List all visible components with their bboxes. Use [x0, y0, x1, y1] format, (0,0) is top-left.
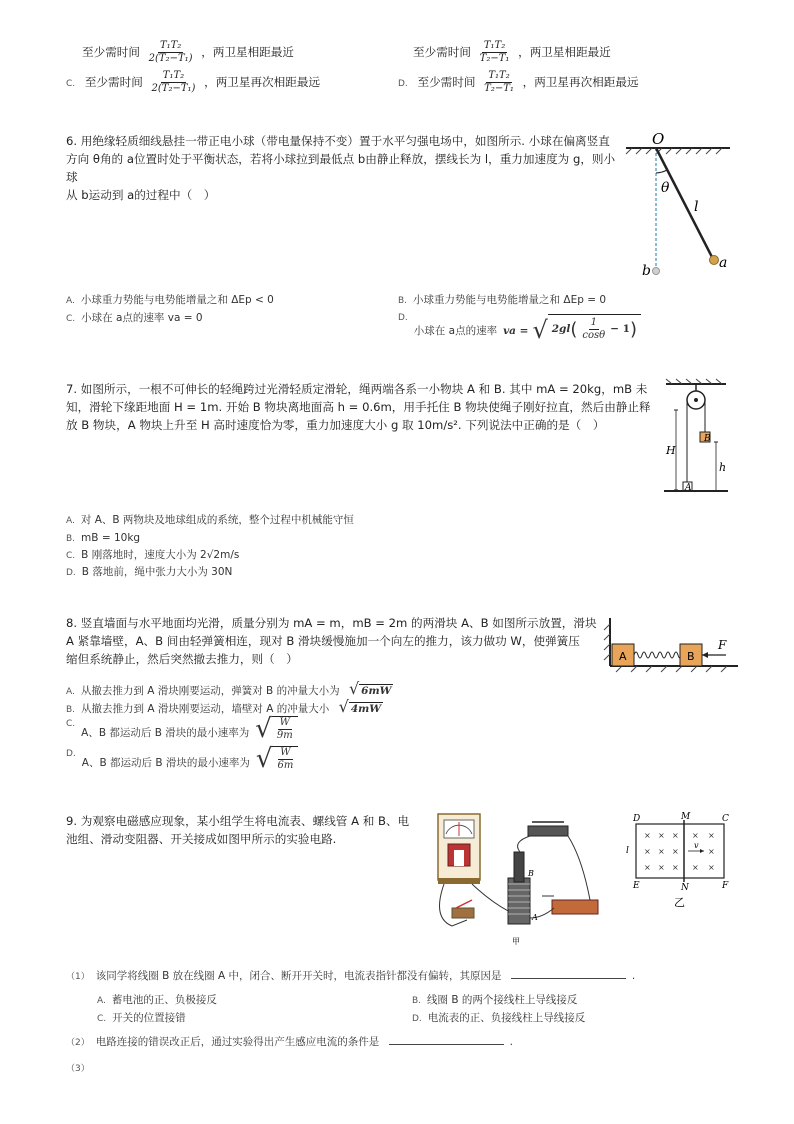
- q6-ball-a: [710, 256, 719, 265]
- q5-a-fraction: $\frac{\text{T₁T₂}}{\text{2(T₂−T₁)}}$: [148, 40, 193, 64]
- q6-stem: 6. 用绝缘轻质细线悬挂一带正电小球（带电量保持不变）置于水平匀强电场中，如图所示. 小球在偏离竖直 方向 θ角的 a位置时处于平衡状态，若将小球拉到最低点 b由静止释放，摆线长为 l，重力加速度为 g，则小球 从 b运动到 a的过程中（ ）: [66, 134, 616, 202]
- svg-text:H: H: [666, 444, 676, 457]
- q6-option-c[interactable]: C. 小球在 a点的速率 va = 0: [66, 312, 203, 324]
- q7-stem: 7. 如图所示，一根不可伸长的轻绳跨过光滑轻质定滑轮，绳两端各系一小物块 A 和 B. 其中 mA = 20kg，mB 未 知，滑轮下缘距地面 H = 1m. 开始 B 物块离地面高 h = 0.6m，用手托住 B 物块使绳子刚好拉直，然后由静止释 放 B 物块，A 物块上升至 H 高时速度恰为零，重力加速度大小 g 取 10m/s². 下列说法中正确的是（ ）: [66, 382, 651, 432]
- svg-text:A: A: [685, 483, 692, 493]
- q8-stem: 8. 竖直墙面与水平地面均光滑，质量分别为 mA = m，mB = 2m 的两滑块 A、B 如图所示放置，滑块 A 紧靠墙壁，A、B 间由轻弹簧相连，现对 B 滑块缓慢施加一个向左的推力，该力做功 W，使弹簧压 缩但系统静止，然后突然撤去推力，则（ ）: [66, 616, 597, 666]
- svg-text:v: v: [694, 841, 699, 850]
- q5-option-a[interactable]: [82, 40, 294, 65]
- svg-text:×: ×: [644, 831, 651, 840]
- caption-yi: 乙: [674, 896, 685, 909]
- svg-text:B: B: [528, 869, 534, 878]
- q9-sub1-answer-blank[interactable]: [511, 966, 626, 979]
- svg-text:F: F: [722, 881, 729, 891]
- q6-option-a[interactable]: A. 小球重力势能与电势能增量之和 ΔEp < 0: [66, 294, 274, 306]
- q9-circuit-figure-jia: [432, 808, 612, 948]
- svg-text:h: h: [719, 461, 727, 474]
- rheostat: [528, 826, 568, 836]
- q8-spring: [634, 652, 680, 658]
- q9-sub3: （3）: [66, 1064, 90, 1074]
- switch: [452, 908, 474, 918]
- q8-option-a[interactable]: A. 从撤去推力到 A 滑块刚要运动，弹簧对 B 的冲量大小为 √ 6mW: [66, 679, 392, 698]
- q6-option-b[interactable]: B. 小球重力势能与电势能增量之和 ΔEp = 0: [398, 294, 607, 306]
- q5-a-prefix: 至少需时间: [82, 45, 140, 59]
- svg-text:×: ×: [708, 831, 715, 840]
- svg-text:×: ×: [658, 831, 665, 840]
- svg-text:×: ×: [644, 863, 651, 872]
- q6-label-l: l: [694, 199, 699, 215]
- caption-jia: 甲: [512, 937, 520, 946]
- svg-text:D: D: [633, 814, 641, 824]
- q9-stem: 9. 为观察电磁感应现象，某小组学生将电流表、螺线管 A 和 B、电 池组、滑动变阻器、开关接成如图甲所示的实验电路.: [66, 814, 410, 846]
- svg-text:B: B: [704, 434, 711, 444]
- q6-label-theta: θ: [661, 180, 670, 196]
- q7-option-a[interactable]: A. 对 A、B 两物块及地球组成的系统，整个过程中机械能守恒: [66, 514, 354, 526]
- svg-text:A: A: [532, 913, 538, 922]
- coil-B: [514, 852, 524, 882]
- svg-text:×: ×: [672, 847, 679, 856]
- q5-d-fraction: $\frac{\text{T₁T₂}}{\text{T₂−T₁}}$: [484, 70, 514, 94]
- q9-sub1-option-c[interactable]: C. 开关的位置接错: [97, 1012, 186, 1024]
- q9-sub1-option-a[interactable]: A. 蓄电池的正、负极接反: [97, 994, 217, 1006]
- q8-option-b[interactable]: B. 从撤去推力到 A 滑块刚要运动，墙壁对 A 的冲量大小 √ 4mW: [66, 697, 382, 716]
- q8-spring-figure: [602, 616, 742, 676]
- svg-text:×: ×: [672, 863, 679, 872]
- q8-option-c[interactable]: C. A、B 都运动后 B 滑块的最小速率为 √ $\frac{W}{9m}$: [66, 716, 298, 742]
- svg-text:×: ×: [644, 847, 651, 856]
- q6-pendulum-figure: [618, 128, 738, 278]
- q7-option-c[interactable]: C. B 刚落地时，速度大小为 2√2m/s: [66, 549, 240, 561]
- q5-a-suffix: ，两卫星相距最近: [201, 45, 295, 59]
- q6-string: [656, 148, 713, 259]
- svg-text:×: ×: [692, 831, 699, 840]
- svg-text:×: ×: [658, 847, 665, 856]
- svg-text:×: ×: [658, 863, 665, 872]
- svg-text:E: E: [633, 881, 640, 891]
- svg-text:N: N: [681, 883, 689, 893]
- q9-sub2-answer-blank[interactable]: [389, 1032, 504, 1045]
- svg-text:C: C: [722, 814, 729, 824]
- q5-b-fraction: $\frac{\text{T₁T₂}}{\text{T₂−T₁}}$: [479, 40, 510, 64]
- svg-text:×: ×: [692, 863, 699, 872]
- q7-option-d[interactable]: D. B 落地前，绳中张力大小为 30N: [66, 566, 233, 578]
- svg-text:×: ×: [708, 863, 715, 872]
- svg-text:F: F: [718, 638, 727, 652]
- q5-option-d[interactable]: D. 至少需时间 $\frac{\text{T₁T₂}}{\text{T₂−T₁}}$ ，两卫星再次相距最远: [398, 70, 639, 94]
- q9-sub1: （1） 该同学将线圈 B 放在线圈 A 中，闭合、断开开关时，电流表指针都没有偏转，其原因是 .: [66, 966, 726, 986]
- svg-text:M: M: [681, 812, 691, 822]
- q5-option-b[interactable]: 至少需时间 $\frac{\text{T₁T₂}}{\text{T₂−T₁}}$ ，两卫星相距最近: [413, 40, 611, 64]
- q7-option-b[interactable]: B. mB = 10kg: [66, 532, 141, 544]
- q5-c-fraction: $\frac{\text{T₁T₂}}{\text{2(T₂−T₁)}}$: [151, 70, 196, 94]
- q9-sub2: （2） 电路连接的错误改正后，通过实验得出产生感应电流的条件是 .: [66, 1032, 726, 1052]
- svg-text:A: A: [619, 650, 627, 663]
- q6-label-O: O: [652, 130, 665, 148]
- q7-pulley-figure: [660, 378, 732, 498]
- q6-label-a: a: [719, 255, 728, 271]
- svg-text:l: l: [626, 846, 629, 856]
- q6-option-d[interactable]: D. 小球在 a点的速率 va = √ 2gl ( $\frac{1}{\cos\theta}$ − 1 ): [398, 310, 641, 344]
- coil-A: [508, 878, 530, 924]
- q6-label-b: b: [642, 263, 651, 278]
- svg-text:B: B: [687, 650, 695, 663]
- q8-option-d[interactable]: D. A、B 都运动后 B 滑块的最小速率为 √ $\frac{W}{6m}$: [66, 746, 298, 772]
- q6-ball-b: [653, 268, 660, 275]
- battery: [552, 900, 598, 914]
- q5-option-c[interactable]: C. 至少需时间 $\frac{\text{T₁T₂}}{\text{2(T₂−T₁)}}$ ，两卫星再次相距最远: [66, 70, 321, 94]
- svg-text:×: ×: [672, 831, 679, 840]
- q9-sub1-option-d[interactable]: D. 电流表的正、负接线柱上导线接反: [412, 1012, 586, 1024]
- svg-text:×: ×: [708, 847, 715, 856]
- q9-sub1-option-b[interactable]: B. 线圈 B 的两个接线柱上导线接反: [412, 994, 578, 1006]
- q9-figure-yi: [624, 810, 734, 910]
